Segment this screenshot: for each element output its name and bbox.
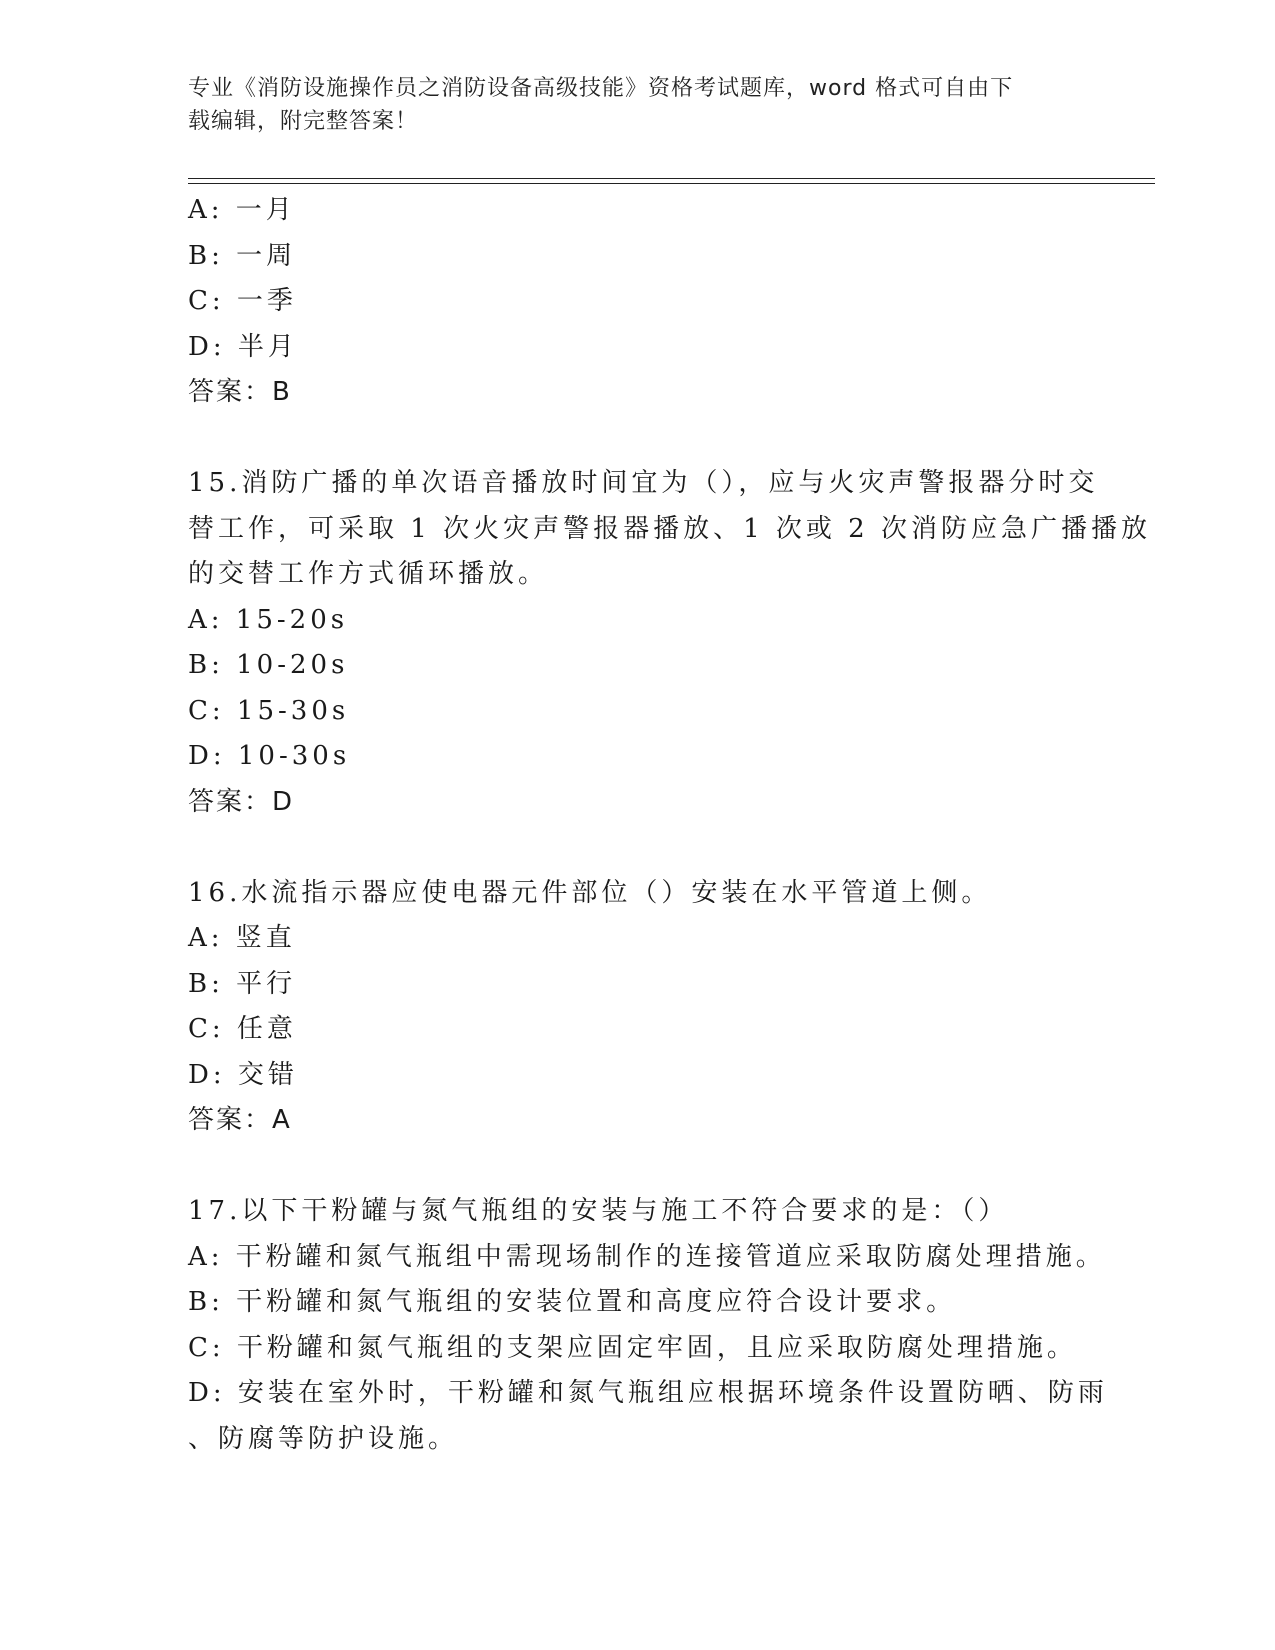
option-c: C: 一季 [188, 286, 297, 316]
header-rule-top [188, 178, 1155, 179]
option-d: D: 交错 [188, 1059, 298, 1090]
header-rule-bottom [188, 183, 1155, 184]
question-text-line: 17.以下干粉罐与氮气瓶组的安装与施工不符合要求的是：（） [188, 1196, 1009, 1226]
question-text-line: 替工作，可采取 1 次火灾声警报器播放、1 次或 2 次消防应急广播播放 [188, 513, 1151, 544]
option-b: B: 一周 [188, 240, 297, 271]
option-a: A: 15-20s [188, 604, 349, 635]
option-c: C: 任意 [188, 1014, 297, 1044]
option-b: B: 平行 [188, 968, 297, 999]
option-b: B: 10-20s [188, 650, 349, 680]
question-text-line: 16.水流指示器应使电器元件部位（）安装在水平管道上侧。 [188, 877, 992, 908]
answer-line: 答案：B [188, 377, 292, 407]
question-14-fragment [188, 188, 1088, 416]
option-d: D: 半月 [188, 331, 298, 362]
spacer [188, 825, 1088, 871]
answer-line: 答案：D [188, 786, 295, 817]
option-a: A: 竖直 [188, 923, 296, 953]
question-16 [188, 871, 1088, 1144]
option-c: C: 15-30s [188, 695, 350, 726]
option-a: A: 一月 [188, 195, 296, 225]
option-c: C: 干粉罐和氮气瓶组的支架应固定牢固，且应采取防腐处理措施。 [188, 1332, 1077, 1363]
option-d-continued: 、防腐等防护设施。 [188, 1423, 459, 1454]
option-b: B: 干粉罐和氮气瓶组的安装位置和高度应符合设计要求。 [188, 1287, 957, 1317]
answer-line: 答案：A [188, 1105, 292, 1135]
option-a: A: 干粉罐和氮气瓶组中需现场制作的连接管道应采取防腐处理措施。 [188, 1241, 1106, 1272]
header-line-1: 专业《消防设施操作员之消防设备高级技能》资格考试题库，word 格式可自由下 [188, 76, 1014, 101]
spacer [188, 1144, 1088, 1190]
header-line-2: 载编辑，附完整答案！ [188, 109, 419, 134]
document-header [188, 72, 1088, 138]
spacer [188, 416, 1088, 462]
option-d: D: 10-30s [188, 741, 351, 771]
document-body [188, 188, 1151, 1462]
question-15 [188, 461, 1151, 825]
question-text-line: 15.消防广播的单次语音播放时间宜为（），应与火灾声警报器分时交 [188, 468, 1099, 498]
question-17 [188, 1189, 1108, 1462]
question-text-line: 的交替工作方式循环播放。 [188, 559, 549, 589]
option-d: D: 安装在室外时，干粉罐和氮气瓶组应根据环境条件设置防晒、防雨 [188, 1378, 1108, 1408]
